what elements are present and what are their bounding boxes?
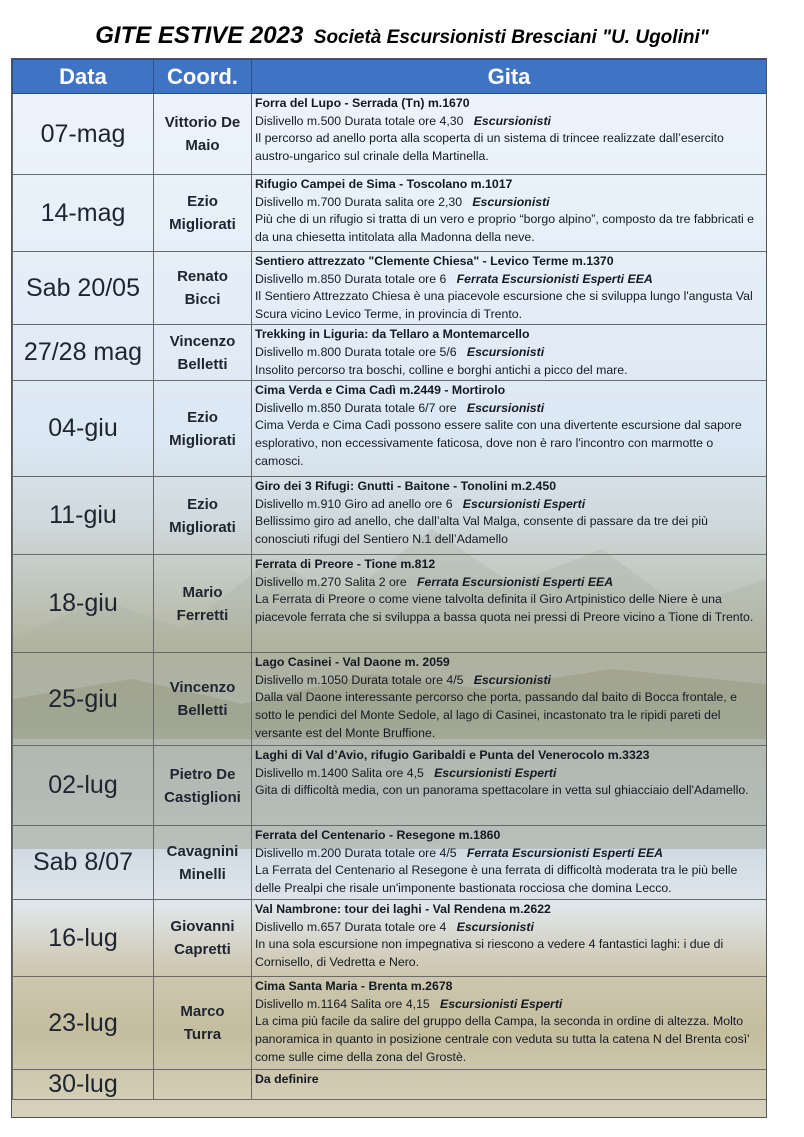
gita-description: La cima più facile da salire del gruppo della Campa, la seconda in ordine di altezza. Molto panoramica in quanto in posizione centrale con veduta su tutta la catena N del Brenta così' come sulle cime della zona del Grostè. — [255, 1014, 750, 1064]
gita-title: Lago Casinei - Val Daone m. 2059 — [255, 655, 450, 670]
row-coordinator — [154, 325, 252, 381]
row-date: 14-mag — [13, 175, 154, 252]
row-gita — [252, 900, 767, 977]
table-header-row — [13, 60, 767, 94]
gita-level: Escursionisti — [456, 919, 534, 934]
coordinator-line-2: Ferretti — [176, 606, 229, 624]
row-coordinator — [154, 826, 252, 900]
gita-level: Ferrata Escursionisti Esperti EEA — [466, 845, 664, 860]
row-gita — [252, 653, 767, 746]
coordinator-line-1: Ezio — [187, 408, 218, 426]
row-gita — [252, 252, 767, 325]
gita-title: Ferrata di Preore - Tione m.812 — [255, 557, 436, 572]
coordinator-line-2: Maio — [185, 137, 220, 154]
row-date: Sab 20/05 — [13, 252, 154, 325]
gita-level: Escursionisti Esperti — [434, 765, 557, 780]
table-row — [13, 381, 767, 477]
row-gita — [252, 746, 767, 826]
row-gita — [252, 325, 767, 381]
gita-stats: Dislivello m.850 Durata totale ore 6 — [255, 271, 447, 286]
row-coordinator — [154, 977, 252, 1070]
gita-description: Il Sentiero Attrezzato Chiesa è una piacevole escursione che si sviluppa lungo l'angusta Val Scura vicino Levico Terme, in provincia di Trento. — [255, 289, 753, 321]
table-row — [13, 977, 767, 1070]
gita-description: In una sola escursione non impegnativa si riescono a vedere 4 fantastici laghi: i due di Cornisello, di Vedretta e Nero. — [255, 937, 724, 969]
page-title — [0, 22, 804, 50]
row-coordinator — [154, 1070, 252, 1100]
gita-title: Cima Verda e Cima Cadì m.2449 - Mortirolo — [255, 383, 506, 398]
gita-description: Cima Verda e Cima Cadì possono essere salite con una divertente escursione dal sapore esplorativo, non eccessivamente faticosa, dove non è raro l'incontro con marmotte o camosci. — [255, 418, 742, 468]
gita-title: Giro dei 3 Rifugi: Gnutti - Baitone - Tonolini m.2.450 — [255, 479, 557, 494]
gita-title: Val Nambrone: tour dei laghi - Val Rendena m.2622 — [255, 902, 551, 917]
gita-stats: Dislivello m.1400 Salita ore 4,5 — [255, 765, 424, 780]
header-gita: Gita — [252, 60, 767, 94]
title-subtitle: Società Escursionisti Bresciani "U. Ugolini" — [313, 27, 709, 48]
gita-title: Trekking in Liguria: da Tellaro a Montemarcello — [255, 327, 530, 342]
table-row — [13, 94, 767, 175]
gita-description: Insolito percorso tra boschi, colline e borghi antichi a picco del mare. — [255, 362, 628, 377]
table-row — [13, 175, 767, 252]
schedule-table-container — [11, 58, 767, 1118]
row-coordinator — [154, 900, 252, 977]
table-row — [13, 477, 767, 555]
row-date: 27/28 mag — [13, 325, 154, 381]
title-main: GITE ESTIVE 2023 — [95, 22, 304, 49]
gita-level: Escursionisti Esperti — [462, 496, 586, 511]
row-gita — [252, 175, 767, 252]
gita-stats: Dislivello m.850 Durata totale 6/7 ore — [255, 400, 457, 415]
row-coordinator — [154, 555, 252, 653]
schedule-table — [12, 59, 767, 1100]
gita-level: Escursionisti — [466, 400, 545, 415]
gita-stats: Dislivello m.800 Durata totale ore 5/6 — [255, 344, 457, 359]
gita-title: Forra del Lupo - Serrada (Tn) m.1670 — [255, 96, 470, 110]
gita-stats: Dislivello m.270 Salita 2 ore — [255, 574, 407, 589]
gita-stats: Dislivello m.657 Durata totale ore 4 — [255, 919, 447, 934]
coordinator-line-1: Mario — [182, 583, 223, 601]
table-row — [13, 826, 767, 900]
gita-title: Ferrata del Centenario - Resegone m.1860 — [255, 828, 501, 843]
coordinator-line-2: Turra — [183, 1026, 222, 1044]
gita-title: Sentiero attrezzato "Clemente Chiesa" - Levico Terme m.1370 — [255, 254, 614, 268]
gita-description: Bellissimo giro ad anello, che dall’alta Val Malga, consente di passare da tre dei più conosciuti rifugi del Sentiero N.1 dell’Adamello — [255, 514, 708, 546]
gita-stats: Dislivello m.1050 Durata totale ore 4/5 — [255, 672, 464, 687]
gita-stats: Dislivello m.1164 Salita ore 4,15 — [255, 996, 430, 1011]
table-row — [13, 325, 767, 381]
coordinator-line-2: Migliorati — [169, 431, 236, 449]
gita-level: Escursionisti — [472, 194, 550, 209]
gita-level: Escursionisti — [473, 113, 551, 128]
table-row — [13, 653, 767, 746]
header-coord: Coord. — [154, 60, 252, 94]
gita-title: Laghi di Val d’Avio, rifugio Garibaldi e Punta del Venerocolo m.3323 — [255, 748, 650, 763]
row-coordinator — [154, 252, 252, 325]
coordinator-line-2: Migliorati — [169, 216, 236, 233]
row-coordinator — [154, 175, 252, 252]
row-coordinator — [154, 94, 252, 175]
row-date: 23-lug — [13, 977, 154, 1070]
gita-description: Il percorso ad anello porta alla scoperta di un sistema di trincee realizzate dall’esercito austro-ungarico sul crinale della Martinella. — [255, 131, 724, 163]
coordinator-line-1: Vincenzo — [169, 679, 236, 697]
row-coordinator — [154, 746, 252, 826]
coordinator-line-2: Belletti — [177, 355, 228, 373]
row-date: 25-giu — [13, 653, 154, 746]
row-date: 04-giu — [13, 381, 154, 477]
row-date: 11-giu — [13, 477, 154, 555]
table-row — [13, 252, 767, 325]
gita-level: Ferrata Escursionisti Esperti EEA — [416, 574, 614, 589]
coordinator-line-1: Vincenzo — [169, 332, 236, 350]
gita-stats: Dislivello m.200 Durata totale ore 4/5 — [255, 845, 457, 860]
gita-stats: Dislivello m.700 Durata salita ore 2,30 — [255, 194, 463, 209]
table-row — [13, 900, 767, 977]
gita-stats: Dislivello m.500 Durata totale ore 4,30 — [255, 113, 464, 128]
gita-description: Più che di un rifugio si tratta di un vero e proprio “borgo alpino”, composto da tre fabbricati e da una chiesetta intitolata alla Madonna della neve. — [255, 212, 754, 244]
coordinator-line-1: Pietro De — [169, 765, 236, 783]
row-date: 07-mag — [13, 94, 154, 175]
gita-description: La Ferrata del Centenario al Resegone è una ferrata di difficoltà moderata tra le più belle delle Prealpi che risale un'imponente bastionata rocciosa che domina Lecco. — [255, 863, 738, 895]
coordinator-line-2: Belletti — [177, 702, 228, 720]
gita-description: Gita di difficoltà media, con un panorama spettacolare in vetta sul ghiacciaio dell'Adamello. — [255, 783, 749, 798]
table-row — [13, 1070, 767, 1100]
row-gita — [252, 826, 767, 900]
row-date: 30-lug — [13, 1070, 154, 1100]
coordinator-line-2: Capretti — [174, 941, 231, 959]
coordinator-line-2: Bicci — [184, 291, 221, 309]
row-gita — [252, 94, 767, 175]
row-coordinator — [154, 381, 252, 477]
coordinator-line-1: Giovanni — [170, 918, 235, 936]
gita-description: Dalla val Daone interessante percorso che porta, passando dal baito di Bocca frontale, e sotto le pendici del Monte Sedole, al lago di Casinei, incastonato tra le ripidi pareti del versante est del Monte Bruffione. — [255, 690, 737, 740]
coordinator-line-1: Ezio — [187, 193, 218, 210]
coordinator-line-1: Renato — [177, 268, 228, 286]
coordinator-line-2: Migliorati — [169, 518, 236, 536]
gita-title: Da definire — [255, 1072, 319, 1087]
coordinator-line-2: Castiglioni — [164, 788, 241, 806]
row-date: 18-giu — [13, 555, 154, 653]
coordinator-line-1: Marco — [180, 1003, 225, 1021]
row-date: 02-lug — [13, 746, 154, 826]
table-row — [13, 746, 767, 826]
gita-title: Rifugio Campei de Sima - Toscolano m.1017 — [255, 177, 513, 191]
row-gita — [252, 381, 767, 477]
gita-stats: Dislivello m.910 Giro ad anello ore 6 — [255, 496, 453, 511]
gita-level: Escursionisti Esperti — [440, 996, 563, 1011]
row-gita — [252, 477, 767, 555]
row-gita — [252, 977, 767, 1070]
coordinator-line-1: Ezio — [187, 495, 218, 513]
gita-title: Cima Santa Maria - Brenta m.2678 — [255, 979, 453, 994]
row-date: Sab 8/07 — [13, 826, 154, 900]
coordinator-line-1: Cavagnini — [166, 842, 239, 860]
header-date: Data — [13, 60, 154, 94]
gita-level: Escursionisti — [466, 344, 545, 359]
gita-level: Escursionisti — [473, 672, 551, 687]
row-coordinator — [154, 653, 252, 746]
table-row — [13, 555, 767, 653]
row-date: 16-lug — [13, 900, 154, 977]
gita-description: La Ferrata di Preore o come viene talvolta definita il Giro Artpinistico delle Niere è una piacevole ferrata che si sviluppa a bassa quota nei pressi di Preore vicino a Tione di Trento. — [255, 592, 754, 624]
row-gita — [252, 555, 767, 653]
gita-level: Ferrata Escursionisti Esperti EEA — [456, 271, 653, 286]
row-coordinator — [154, 477, 252, 555]
row-gita — [252, 1070, 767, 1100]
coordinator-line-2: Minelli — [179, 865, 226, 883]
coordinator-line-1: Vittorio De — [164, 114, 241, 131]
